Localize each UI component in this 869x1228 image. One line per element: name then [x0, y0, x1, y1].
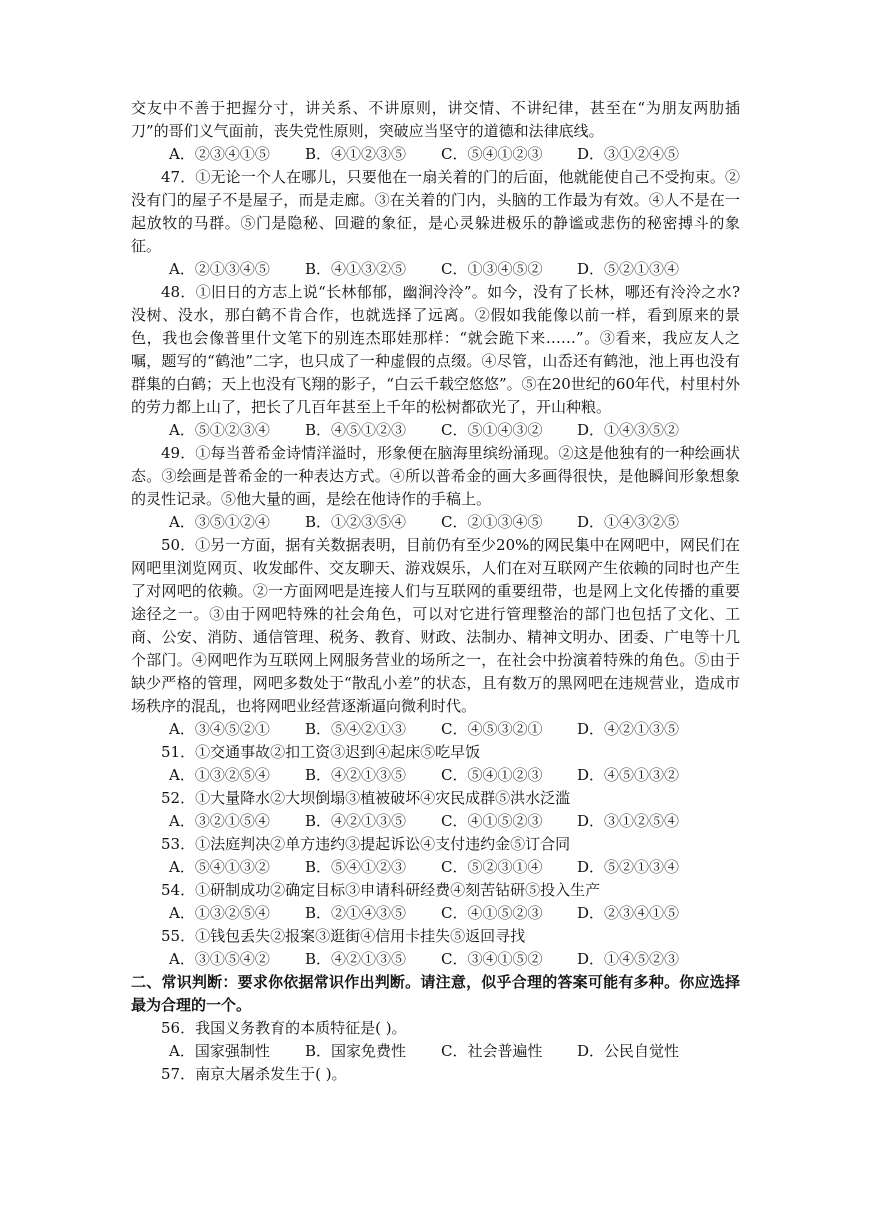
option-a: A．③②①⑤④: [169, 812, 270, 830]
question-49: 49．①每当普希金诗情洋溢时，形象便在脑海里缤纷涌现。②这是他独有的一种绘画状态。③绘画是普希金的一种表达方式。④所以普希金的画大多画得很快，是他瞬间形象想象的灵性记录。⑤他大量的画，是绘在他诗作的手稿上。: [131, 444, 740, 508]
question-51: 51．①交通事故②扣工资③迟到④起床⑤吃早饭: [161, 743, 481, 761]
option-c: C．④①⑤②③: [441, 904, 543, 922]
option-b: B．④①②③⑤: [305, 145, 407, 163]
option-b: B．④①③②⑤: [305, 260, 407, 278]
option-a: A．①③②⑤④: [169, 766, 270, 784]
option-a: A．国家强制性: [169, 1042, 270, 1060]
question-48: 48．①旧日的方志上说“长林郁郁，幽涧泠泠”。如今，没有了长林，哪还有泠泠之水?没树、没水，那白鹤不肯合作，也就选择了远离。②假如我能像以前一样，看到原来的景色，我也会像普里什文笔下的别连杰耶娃那样：“就会跪下来……”。③看来，我应友人之嘱，题写的“鹤池”二字，也只成了一种虚假的点缀。④尽管，山岙还有鹤池，池上再也没有群集的白鹤；天上也没有飞翔的影子，“白云千载空悠悠”。⑤在20世纪的60年代，村里村外的劳力都上山了，把长了几百年甚至上千年的松树都砍光了，开山种粮。: [131, 283, 740, 416]
option-a: A．③④⑤②①: [169, 720, 270, 738]
question-55: 55．①钱包丢失②报案③逛街④信用卡挂失⑤返回寻找: [161, 927, 526, 945]
question-53-options: [131, 856, 740, 879]
option-d: D．①④③②⑤: [577, 513, 680, 531]
question-56: 56．我国义务教育的本质特征是( )。: [161, 1019, 407, 1037]
question-52: 52．①大量降水②大坝倒塌③植被破坏④灾民成群⑤洪水泛滥: [161, 789, 571, 807]
option-b: B．⑤④②①③: [305, 720, 407, 738]
option-a: A．②①③④⑤: [169, 260, 270, 278]
option-d: D．⑤②①③④: [577, 260, 680, 278]
option-c: C．社会普遍性: [441, 1042, 543, 1060]
option-c: C．④①⑤②③: [441, 812, 543, 830]
option-a: A．②③④①⑤: [169, 145, 270, 163]
question-55-options: [131, 948, 740, 971]
option-d: D．公民自觉性: [577, 1042, 680, 1060]
option-b: B．④②①③⑤: [305, 950, 407, 968]
question-47-options: [131, 258, 740, 281]
option-a: A．①③②⑤④: [169, 904, 270, 922]
intro-paragraph: 交友中不善于把握分寸，讲关系、不讲原则，讲交情、不讲纪律，甚至在“为朋友两肋插刀”的哥们义气面前，丧失党性原则，突破应当坚守的道德和法律底线。: [131, 99, 740, 140]
option-d: D．④②①③⑤: [577, 720, 680, 738]
question-54: 54．①研制成功②确定目标③申请科研经费④刻苦钻研⑤投入生产: [161, 881, 601, 899]
option-b: B．⑤④①②③: [305, 858, 407, 876]
option-b: B．①②③⑤④: [305, 513, 407, 531]
option-b: B．②①④③⑤: [305, 904, 407, 922]
option-c: C．⑤④①②③: [441, 766, 543, 784]
option-a: A．③①⑤④②: [169, 950, 270, 968]
question-54-options: [131, 902, 740, 925]
intro-options: [131, 143, 740, 166]
option-d: D．⑤②①③④: [577, 858, 680, 876]
question-53: 53．①法庭判决②单方违约③提起诉讼④支付违约金⑤订合同: [161, 835, 571, 853]
option-c: C．②①③④⑤: [441, 513, 543, 531]
question-52-options: [131, 810, 740, 833]
option-c: C．⑤①④③②: [441, 421, 543, 439]
option-d: D．①④⑤②③: [577, 950, 680, 968]
question-50: 50．①另一方面，据有关数据表明，目前仍有至少20%的网民集中在网吧中，网民们在网吧里浏览网页、收发邮件、交友聊天、游戏娱乐，人们在对互联网产生依赖的同时也产生了对网吧的依赖。②一方面网吧是连接人们与互联网的重要纽带，也是网上文化传播的重要途径之一。③由于网吧特殊的社会角色，可以对它进行管理整治的部门也包括了文化、工商、公安、消防、通信管理、税务、教育、财政、法制办、精神文明办、团委、广电等十几个部门。④网吧作为互联网上网服务营业的场所之一，在社会中扮演着特殊的角色。⑤由于缺少严格的管理，网吧多数处于“散乱小差”的状态，且有数万的黑网吧在违规营业，造成市场秩序的混乱，也将网吧业经营逐渐逼向微利时代。: [131, 536, 740, 715]
document-page: [131, 97, 740, 1086]
question-49-options: [131, 511, 740, 534]
option-d: D．④⑤①③②: [577, 766, 680, 784]
option-b: B．④②①③⑤: [305, 766, 407, 784]
option-d: D．③①②⑤④: [577, 812, 680, 830]
section-heading: 二、常识判断：要求你依据常识作出判断。请注意，似乎合理的答案可能有多种。你应选择最为合理的一个。: [131, 973, 740, 1014]
question-50-options: [131, 718, 740, 741]
option-b: B．④⑤①②③: [305, 421, 407, 439]
option-c: C．⑤④①②③: [441, 145, 543, 163]
question-47: 47．①无论一个人在哪儿，只要他在一扇关着的门的后面，他就能使自己不受拘束。②没有门的屋子不是屋子，而是走廊。③在关着的门内，头脑的工作最为有效。④人不是在一起放牧的马群。⑤门是隐秘、回避的象征，是心灵躲进极乐的静谧或悲伤的秘密搏斗的象征。: [131, 168, 740, 255]
question-48-options: [131, 419, 740, 442]
option-a: A．⑤①②③④: [169, 421, 270, 439]
option-d: D．①④③⑤②: [577, 421, 680, 439]
question-51-options: [131, 764, 740, 787]
question-57: 57．南京大屠杀发生于( )。: [161, 1065, 347, 1083]
option-a: A．③⑤①②④: [169, 513, 270, 531]
option-c: C．①③④⑤②: [441, 260, 543, 278]
option-b: B．国家免费性: [305, 1042, 407, 1060]
option-d: D．③①②④⑤: [577, 145, 680, 163]
option-c: C．⑤②③①④: [441, 858, 543, 876]
question-56-options: [131, 1040, 740, 1063]
option-d: D．②③④①⑤: [577, 904, 680, 922]
option-a: A．⑤④①③②: [169, 858, 270, 876]
option-b: B．④②①③⑤: [305, 812, 407, 830]
option-c: C．③④①⑤②: [441, 950, 543, 968]
option-c: C．④⑤③②①: [441, 720, 543, 738]
